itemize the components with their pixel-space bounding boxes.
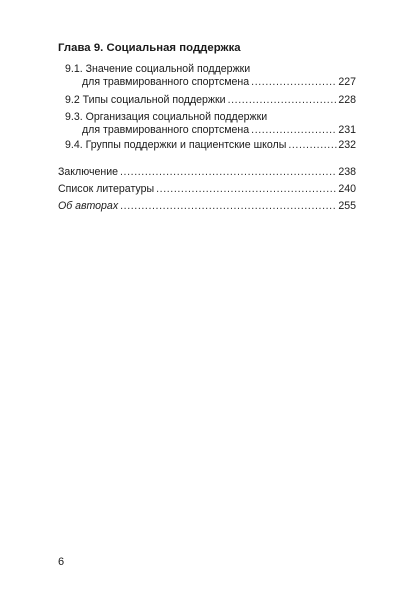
toc-entry-about-authors[interactable] — [58, 200, 356, 213]
toc-page-number: 240 — [338, 183, 356, 195]
leader-dots — [120, 200, 337, 213]
toc-entry-title-continued: для травмированного спортсмена — [82, 76, 250, 88]
leader-dots — [288, 139, 337, 152]
toc-entry-conclusion[interactable] — [58, 166, 356, 179]
toc-entry-9-1[interactable] — [65, 63, 356, 89]
toc-page-number: 227 — [338, 76, 356, 88]
toc-entry-title: Список литературы — [58, 183, 155, 195]
toc-entry-title: 9.2 Типы социальной поддержки — [65, 94, 226, 106]
toc-entry-9-4[interactable] — [65, 139, 356, 152]
chapter-title: Глава 9. Социальная поддержка — [58, 42, 241, 54]
toc-entry-title-continued: для травмированного спортсмена — [82, 124, 250, 136]
leader-dots — [120, 166, 337, 179]
toc-entry-9-2[interactable] — [65, 94, 356, 107]
toc-entry-9-3[interactable] — [65, 111, 356, 137]
toc-entry-bibliography[interactable] — [58, 183, 356, 196]
leader-dots — [251, 124, 337, 137]
toc-page-number: 255 — [338, 200, 356, 212]
toc-entry-title: 9.3. Организация социальной поддержки — [65, 111, 268, 123]
toc-page-number: 228 — [338, 94, 356, 106]
toc-entry-title: 9.1. Значение социальной поддержки — [65, 63, 251, 75]
toc-page-number: 231 — [338, 124, 356, 136]
leader-dots — [251, 76, 337, 89]
leader-dots — [156, 183, 337, 196]
toc-page-number: 232 — [338, 139, 356, 151]
toc-page-number: 238 — [338, 166, 356, 178]
toc-entry-title: Заключение — [58, 166, 119, 178]
page-number: 6 — [58, 556, 65, 568]
leader-dots — [228, 94, 338, 107]
toc-entry-title: 9.4. Группы поддержки и пациентские школы — [65, 139, 287, 151]
toc-entry-title: Об авторах — [58, 200, 119, 212]
